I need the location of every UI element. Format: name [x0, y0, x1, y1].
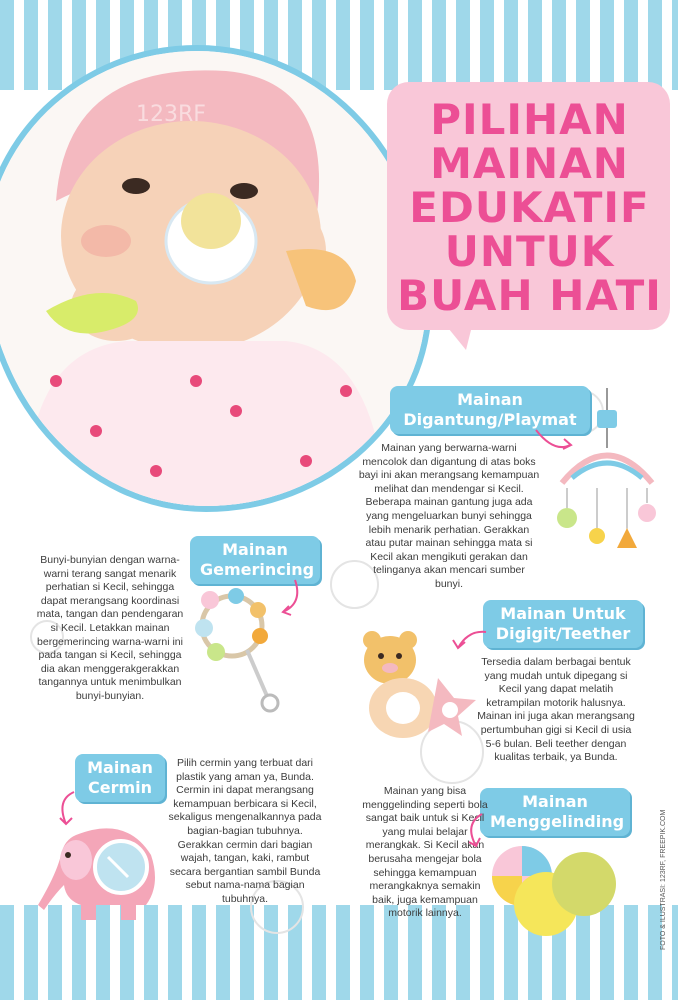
balls-icon: [486, 840, 626, 940]
title-line: EDUKATIF: [409, 183, 650, 232]
watermark: 123RF: [136, 102, 206, 127]
text-menggelinding: Mainan yang bisa menggelinding seperti bola sangat baik untuk si Kecil yang mulai belajar merangkak. Si Kecil akan berusaha mengejar bola sehingga kemampuan merangkaknya semakin baik, juga kemampuan motorik lainnya.: [362, 785, 488, 920]
label-cermin: Mainan Cermin: [75, 754, 165, 802]
mobile-toy-icon: [552, 378, 662, 558]
title-line: PILIHAN: [430, 95, 629, 144]
title-bubble-tail: [440, 318, 474, 350]
label-digantung: Mainan Digantung/Playmat: [390, 386, 590, 434]
title-line: BUAH HATI: [397, 271, 662, 320]
label-menggelinding: Mainan Menggelinding: [480, 788, 630, 836]
text-gemerincing: Bunyi-bunyian dengan warna-warni terang sangat menarik perhatian si Kecil, sehingga dapat merangsang koordinasi mata, tangan dan pendengaran si Kecil. Letakkan mainan bergemerincing warna-warni ini pada tangan si Kecil, sehingga dia akan menggerakgerakkan tangannya untuk menimbulkan bunyi-bunyian.: [36, 554, 184, 702]
title-line: UNTUK: [444, 227, 615, 276]
label-teether: Mainan Untuk Digigit/Teether: [483, 600, 643, 648]
photo-credit: FOTO & ILUSTRASI: 123RF, FREEPIK.COM: [660, 809, 667, 950]
teether-bear-icon: [358, 628, 478, 738]
text-teether: Tersedia dalam berbagai bentuk yang mudah untuk dipegang si Kecil yang dapat melatih ketrampilan motorik halusnya. Mainan ini juga akan merangsang pertumbuhan gigi si Kecil di usia 5-6 bulan. Beli teether dengan kualitas terbaik, ya Bunda.: [477, 656, 635, 764]
elephant-mirror-icon: [36, 815, 166, 925]
page-title: [392, 95, 667, 320]
label-gemerincing: Mainan Gemerincing: [190, 536, 320, 584]
text-digantung: Mainan yang berwarna-warni mencolok dan digantung di atas boks bayi ini akan merangsang kemampuan melihat dan mendengar si Kecil. Beberapa mainan gantung juga ada yang mengeluarkan bunyi sehingga lebih menarik perhatian. Gerakkan atau putar mainan sehingga mata si Kecil akan mengikuti gerakan dan telinganya akan mencari sumber bunyi.: [358, 442, 540, 590]
rattle-icon: [192, 588, 282, 718]
title-line: MAINAN: [430, 139, 629, 188]
baby-illustration: [0, 51, 426, 506]
text-cermin: Pilih cermin yang terbuat dari plastik yang aman ya, Bunda. Cermin ini dapat merangsang kemampuan berbicara si Kecil, sekaligus mengenalkannya pada bagian-bagian tubuhnya. Gerakkan cermin dari bagian wajah, tangan, kaki, rambut secara bergantian sambil Bunda sebut nama-nama bagian tubuhnya.: [168, 757, 322, 905]
